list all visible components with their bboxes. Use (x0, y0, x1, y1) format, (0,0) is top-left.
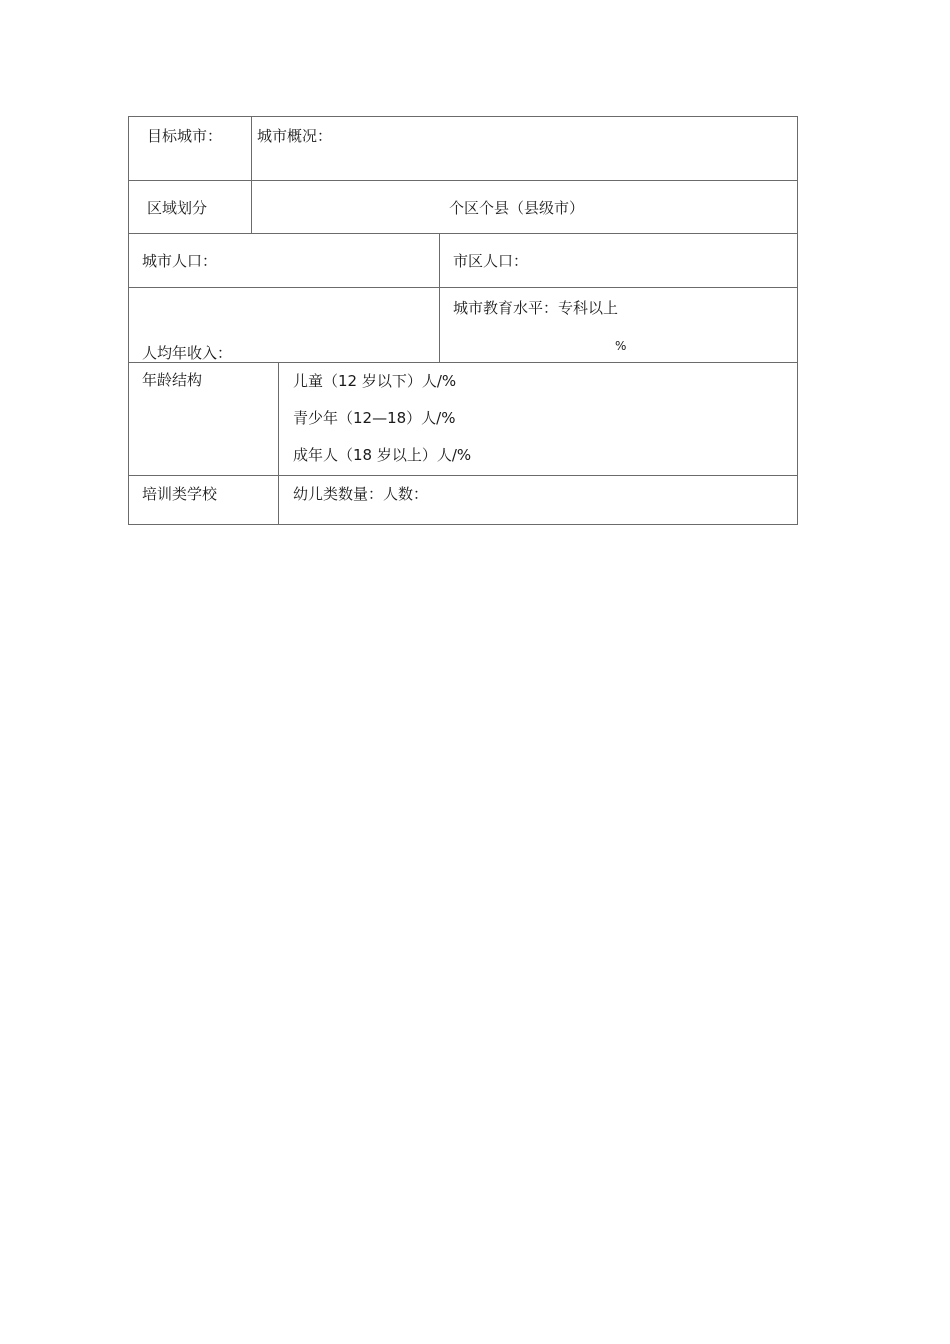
row-region (129, 181, 797, 234)
column-divider (439, 288, 440, 362)
urban-population-label: 市区人口： (453, 252, 529, 270)
training-school-label: 培训类学校 (142, 485, 218, 503)
age-adult: 成年人（18 岁以上）人/% (293, 446, 472, 464)
education-label: 城市教育水平：专科以上 (453, 299, 619, 317)
age-teen: 青少年（12—18）人/% (293, 409, 456, 427)
income-label: 人均年收入： (142, 344, 233, 362)
row-age-structure (129, 363, 797, 476)
column-divider (278, 476, 279, 524)
age-structure-label: 年龄结构 (142, 371, 203, 389)
row-training-schools (129, 476, 797, 524)
column-divider (251, 181, 252, 233)
column-divider (278, 363, 279, 475)
row-target-city (129, 117, 797, 181)
row-population (129, 234, 797, 288)
region-value: 个区个县（县级市） (449, 199, 585, 217)
target-city-label: 目标城市： (147, 127, 223, 145)
region-label: 区域划分 (147, 199, 208, 217)
education-percent: % (615, 339, 627, 353)
row-income-education (129, 288, 797, 363)
column-divider (439, 234, 440, 287)
training-school-value: 幼儿类数量：人数： (293, 485, 429, 503)
city-population-label: 城市人口： (142, 252, 218, 270)
city-survey-table (128, 116, 798, 525)
city-overview-label: 城市概况： (257, 127, 333, 145)
age-children: 儿童（12 岁以下）人/% (293, 372, 457, 390)
column-divider (251, 117, 252, 180)
